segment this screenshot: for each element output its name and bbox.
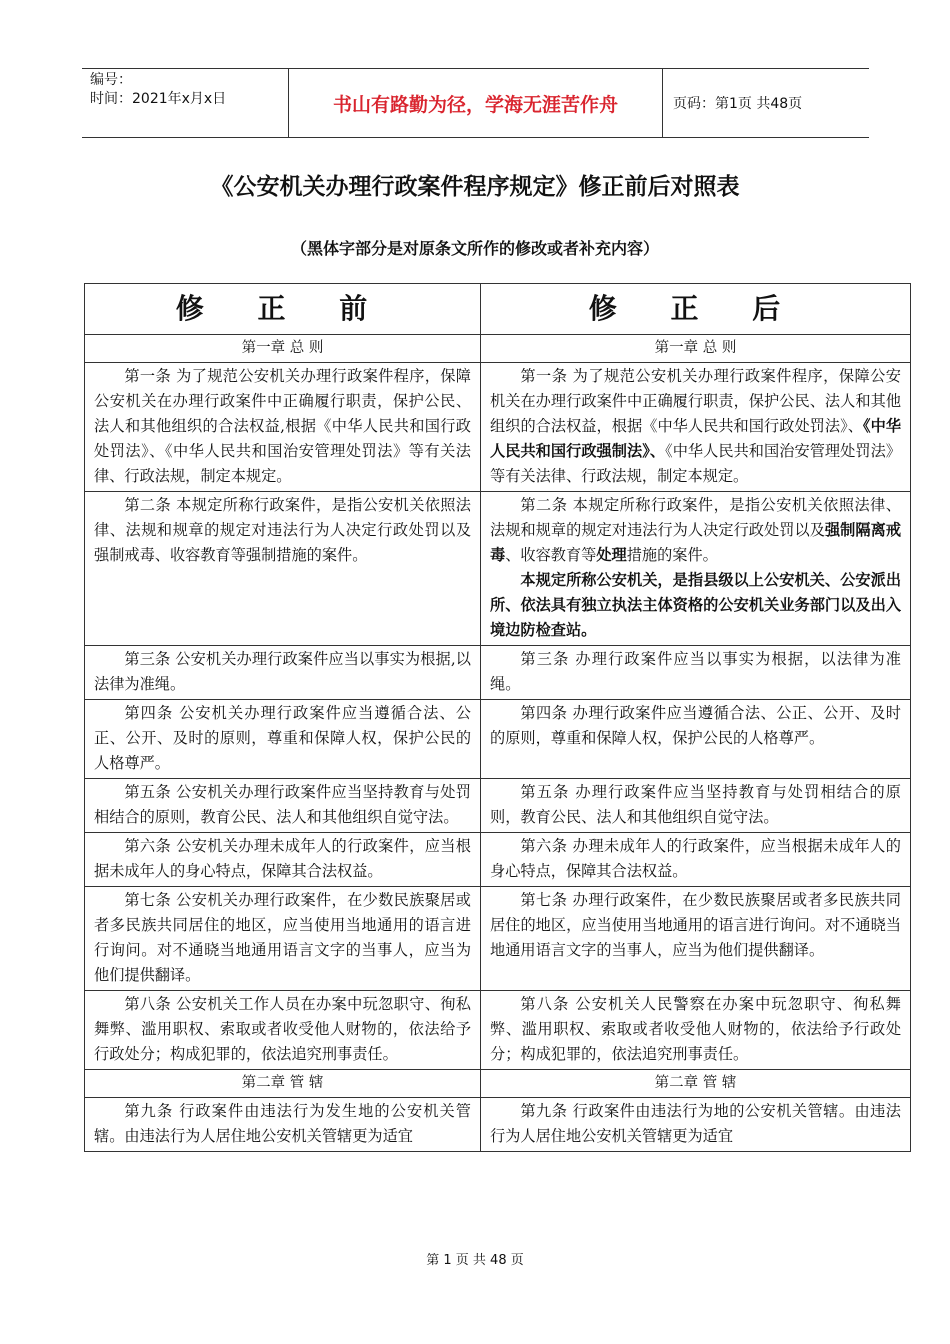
article-text: 第四条 公安机关办理行政案件应当遵循合法、公正、公开、及时的原则，尊重和保障人权，保护公民的人格尊严。 — [94, 704, 471, 772]
article-after — [481, 492, 911, 646]
article-text: 第八条 公安机关人民警察在办案中玩忽职守、徇私舞弊、滥用职权、索取或者收受他人财物的，依法给予行政处分；构成犯罪的，依法追究刑事责任。 — [490, 995, 901, 1063]
article-text: 第三条 办理行政案件应当以事实为根据，以法律为准绳。 — [490, 650, 901, 693]
article-text: 第六条 办理未成年人的行政案件，应当根据未成年人的身心特点，保障其合法权益。 — [490, 837, 901, 880]
article-before — [85, 363, 481, 492]
article-text — [490, 364, 901, 489]
text-run: 《中华人民共和国治安管理处罚法》等有关法律、行政法规，制定本规定。 — [490, 442, 901, 485]
article-before — [85, 887, 481, 991]
text-run: 措施的案件。 — [626, 546, 718, 564]
text-run: 第二条 本规定所称行政案件，是指公安机关依照法律、法规和规章的规定对违法行为人决定行政处罚以及 — [490, 496, 901, 539]
article-before — [85, 1098, 481, 1152]
article-before — [85, 492, 481, 646]
revised-text: 本规定所称公安机关，是指县级以上公安机关、公安派出所、依法具有独立执法主体资格的公安机关业务部门以及出入境边防检查站。 — [490, 571, 901, 639]
article-text: 第四条 办理行政案件应当遵循合法、公正、公开、及时的原则，尊重和保障人权，保护公民的人格尊严。 — [490, 704, 901, 747]
chapter-before: 第一章 总 则 — [85, 335, 481, 363]
article-before — [85, 833, 481, 887]
column-header-before: 修 正 前 — [85, 284, 481, 335]
article-text: 第一条 为了规范公安机关办理行政案件程序，保障公安机关在办理行政案件中正确履行职责，保护公民、法人和其他组织的合法权益,根据《中华人民共和国行政处罚法》、《中华人民共和国治安管理处罚法》等有关法律、行政法规，制定本规定。 — [94, 367, 471, 485]
article-after — [481, 833, 911, 887]
document-subtitle: （黑体字部分是对原条文所作的修改或者补充内容） — [290, 239, 659, 258]
table-row — [85, 1098, 911, 1152]
article-text: 第七条 公安机关办理行政案件，在少数民族聚居或者多民族共同居住的地区，应当使用当地通用的语言进行询问。对不通晓当地通用语言文字的当事人，应当为他们提供翻译。 — [94, 891, 471, 984]
chapter-after: 第一章 总 则 — [481, 335, 911, 363]
article-before — [85, 646, 481, 700]
chapter-before: 第二章 管 辖 — [85, 1070, 481, 1098]
header-time: 时间：2021年x月x日 — [90, 91, 227, 107]
article-after — [481, 363, 911, 492]
text-run: 第一条 为了规范公安机关办理行政案件程序，保障公安机关在办理行政案件中正确履行职责，保护公民、法人和其他组织的合法权益，根据《中华人民共和国行政处罚法》、 — [490, 367, 901, 435]
article-before — [85, 700, 481, 779]
table-row — [85, 991, 911, 1070]
article-text: 第五条 办理行政案件应当坚持教育与处罚相结合的原则，教育公民、法人和其他组织自觉守法。 — [490, 783, 901, 826]
page-footer: 第 1 页 共 48 页 — [426, 1253, 524, 1268]
article-text — [490, 493, 901, 568]
page-header — [82, 68, 869, 138]
revised-text: 处理 — [596, 546, 627, 564]
article-text: 第二条 本规定所称行政案件，是指公安机关依照法律、法规和规章的规定对违法行为人决定行政处罚以及强制戒毒、收容教育等强制措施的案件。 — [94, 496, 471, 564]
table-row — [85, 363, 911, 492]
table-row — [85, 887, 911, 991]
text-run: 、收容教育等 — [505, 546, 597, 564]
table-header-row — [85, 284, 911, 335]
article-text: 第五条 公安机关办理行政案件应当坚持教育与处罚相结合的原则，教育公民、法人和其他组织自觉守法。 — [94, 783, 471, 826]
table-row — [85, 492, 911, 646]
article-after — [481, 646, 911, 700]
article-before — [85, 779, 481, 833]
article-text: 第八条 公安机关工作人员在办案中玩忽职守、徇私舞弊、滥用职权、索取或者收受他人财物的，依法给予行政处分；构成犯罪的，依法追究刑事责任。 — [94, 995, 471, 1063]
article-after — [481, 887, 911, 991]
header-meta — [82, 69, 289, 137]
article-text: 第六条 公安机关办理未成年人的行政案件，应当根据未成年人的身心特点，保障其合法权益。 — [94, 837, 471, 880]
article-after — [481, 779, 911, 833]
table-row — [85, 700, 911, 779]
article-after — [481, 1098, 911, 1152]
document-title: 《公安机关办理行政案件程序规定》修正前后对照表 — [210, 174, 740, 200]
table-row — [85, 646, 911, 700]
chapter-after: 第二章 管 辖 — [481, 1070, 911, 1098]
table-row — [85, 833, 911, 887]
article-text: 第九条 行政案件由违法行为地的公安机关管辖。由违法行为人居住地公安机关管辖更为适宜 — [490, 1102, 901, 1145]
article-after — [481, 700, 911, 779]
header-number: 编号： — [90, 72, 132, 88]
header-motto: 书山有路勤为径，学海无涯苦作舟 — [289, 69, 663, 137]
comparison-table — [84, 283, 911, 1152]
article-text — [490, 568, 901, 643]
chapter-row — [85, 335, 911, 363]
article-text: 第九条 行政案件由违法行为发生地的公安机关管辖。由违法行为人居住地公安机关管辖更为适宜 — [94, 1102, 471, 1145]
header-page: 页码：第1页 共48页 — [673, 96, 803, 112]
article-after — [481, 991, 911, 1070]
article-text: 第七条 办理行政案件，在少数民族聚居或者多民族共同居住的地区，应当使用当地通用的语言进行询问。对不通晓当地通用语言文字的当事人，应当为他们提供翻译。 — [490, 891, 901, 959]
column-header-after: 修 正 后 — [481, 284, 911, 335]
revised-text: 强制隔离戒毒 — [490, 521, 902, 564]
article-text: 第三条 公安机关办理行政案件应当以事实为根据,以法律为准绳。 — [94, 650, 471, 693]
table-row — [85, 779, 911, 833]
chapter-row — [85, 1070, 911, 1098]
article-before — [85, 991, 481, 1070]
revised-text: 《中华人民共和国行政强制法》、 — [490, 417, 902, 460]
